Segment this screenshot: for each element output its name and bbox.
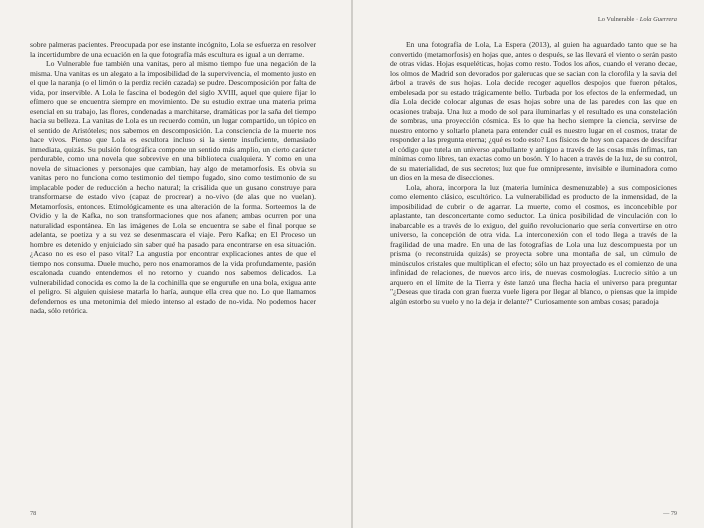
right-page-number: — 79 [663,510,677,517]
running-header-separator: · [636,16,639,23]
left-page-body [30,40,316,316]
right-page-body [390,40,677,306]
right-paragraph-1: En una fotografía de Lola, La Espera (2013), al guien ha aguardado tanto que se ha convertido (metamorfosis) en hojas que, antes o después, se las llevará el viento o serán pasto de otras vidas. Hojas esqueléticas, hojas como resto. Todos los años, cuando el verano decae, los olmos de Madrid son devorados por galerucas que se sacian con la clorofila y la savia del árbol a través de sus hojas. Lola decide recoger aquellos despojos que fueron pétalos, embelesada por su estado trágicamente bello. Turbada por los efectos de la enfermedad, un día Lola decide colocar algunas de esas hojas sobre una de las paredes con las que en ocasiones trabaja. Una luz a modo de sol para iluminarlas y el resultado es una constelación de sombras, una proyección cósmica. Es lo que ha hecho siempre la ciencia, servirse de nuestro entorno y soltarlo planeta para entender cuál es nuestro lugar en el cosmos, tratar de responder a las pregunta eterna; ¿qué es todo esto? Los físicos de hoy son capaces de descifrar el código que tutela un universo apabullante y antiguo a través de las cosas más ínfimas, tan mínimas como libres, tan exactas como un bosón. Y lo hacen a través de la luz, de su control, de su materialidad, de sus secretos; luz que fue omnipresente, invisible e iluminadora como un dios en la mesa de disecciones. [390,40,677,182]
left-page-number: 78 [30,510,37,517]
right-page [353,0,704,528]
left-page [0,0,351,528]
running-header [598,16,677,23]
right-paragraph-2: Lola, ahora, incorpora la luz (materia lumínica desmenuzable) a sus composiciones como elemento clásico, escultórico. La vulnerabilidad es producto de la inmensidad, de la imposibilidad de cubrir o de agarrar. La muerte, como el cosmos, es inconcebible por aplastante, tan desconcertante como seductor. La única posibilidad de vinculación con lo inabarcable es a través de lo exiguo, del guiño revolucionario que sería convertirse en otro universo, la concepción de otra vida. La interconexión con el todo llega a través de la fragilidad de una madre. En una de las fotografías de Lola una luz descompuesta por un prisma (o reconstruida quizás) se proyecta sobre una montaña de sal, un cúmulo de minúsculos cristales que multiplican el efecto; sólo un haz proyectado es el comienzo de una infinidad de relaciones, de nuevos arco iris, de nuevas cosmologías. Lucrecio sitúo a un arquero en el límite de la Tierra y éste lanzó una flecha hacia el universo para preguntar "¿Deseas que tirada con gran fuerza vuele ligera por llegar al blanco, o piensas que la impide algún estorbo su vuelo y no la deja ir delante?" Curiosamente son ambas cosas; paradoja [390,182,677,306]
running-header-title: Lo Vulnerable [597,16,635,23]
left-paragraph-2: Lo Vulnerable fue también una vanitas, pero al mismo tiempo fue una negación de la misma. Una vanitas es un alegato a la imposibilidad de la supervivencia, el momento justo en el que la naranja (o el limón o la perdiz recién cazada) se pudre. Descomposición por falta de vida, por inservible. A Lola le fascina el bodegón del siglo XVIII, aquel que quiere fijar lo efímero que se encuentra siempre en movimiento. De su estudio extrae una materia prima esencial en su trabajo, las flores, condenadas a marchitarse, dramáticas por la saña del tiempo hacia su belleza. La vanitas de Lola es un recuerdo común, un lugar compartido, un tópico en el sentido de Aristóteles; nos sabemos en descomposición. La consciencia de la muerte nos hace vivos. Pienso que Lola es escultora incluso si la siente insuficiente, demasiado inmediata, quizás. Su pulsión fotográfica compone un sentido más amplio, un cierto carácter perdurable, como una novela que sobrevive en una biblioteca cualquiera. Y como en una novela de situaciones y personajes que cambian, hay algo de metamorfosis. Es obvia su vanitas pero no funciona como testimonio del tiempo fugado, sino como testimonio de su implacable poder de reducción a hecho natural; la crisálida que un gusano construye para transformarse de estado vivo (capaz de procrear) a no-vivo (de alas que no vuelan). Metamorfosis, entonces. Etimológicamente es una alteración de la forma. Sorteemos la de Ovidio y la de Kafka, no son transformaciones que nos afanen; ambas ocurren por una naturalidad espontánea. En las imágenes de Lola se encuentra se sabe el final porque se adelanta, se poetiza y a su vez se desenmascara el viaje. Pero Kafka; en El Proceso un hombre es detenido y enjuiciado sin saber qué ha pasado para encontrarse en esa situación. ¿Acaso no es eso el paso vital? La angustia por encontrar explicaciones antes de que el tiempo nos consuma. Duele mucho, pero nos enamoramos de la vida profundamente, pasión escalonada cuando entendemos el no retorno y cuando nos sabemos delicados. La vulnerabilidad conocida es como la de la cochinilla que se enguruñe en una bola, exigua ante el peligro. Si alguien quisiese matarla lo haría, aunque ella crea que no. Lo que llamamos defendernos es una metonimia del miedo intenso al estado de no-vida. No podemos hacer nada, sólo retórica. [30,59,316,315]
running-header-author: Lola Guerrera [639,16,677,23]
left-paragraph-1: sobre palmeras pacientes. Preocupada por ese instante incógnito, Lola se esfuerza en resolver la incertidumbre de una ecuación en la que fotografía más escultura es igual a un derrame. [30,40,316,59]
